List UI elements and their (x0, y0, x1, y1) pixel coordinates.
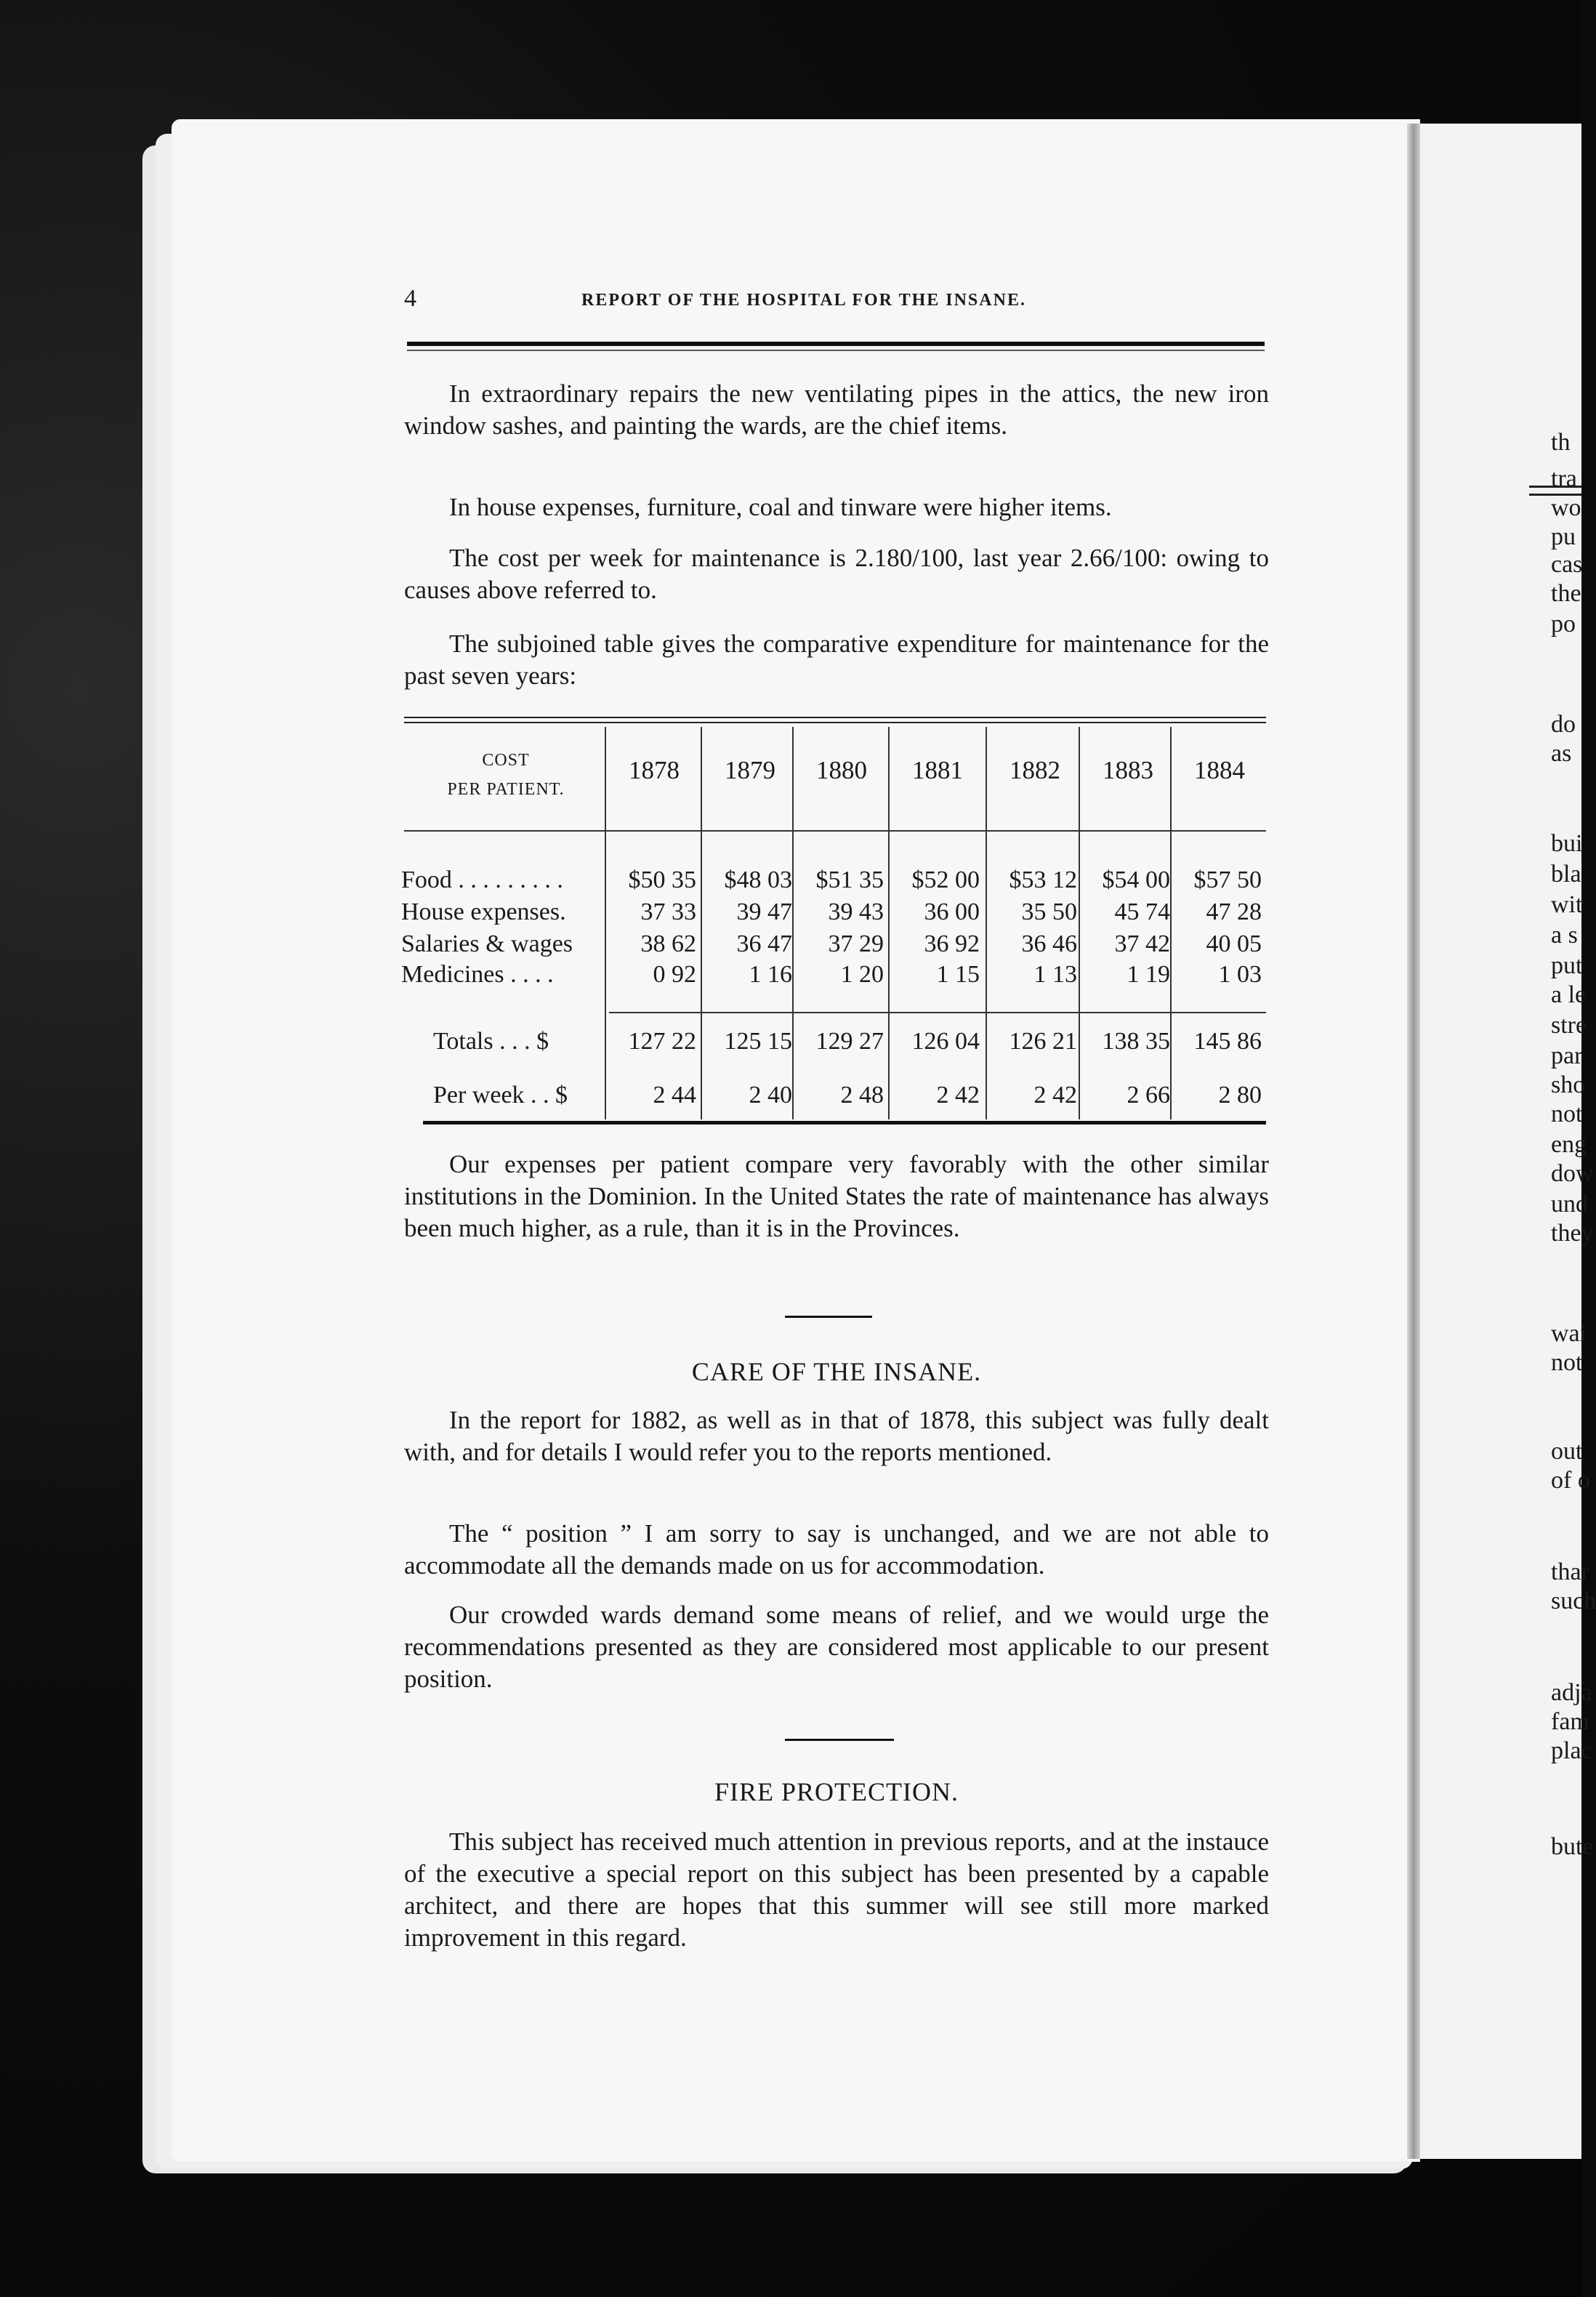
table-totals-value: 127 22 (628, 1028, 696, 1055)
heading-fire-protection: FIRE PROTECTION. (714, 1777, 959, 1806)
paragraph-house-expenses: In house expenses, furniture, coal and tinware were higher items. (449, 493, 1112, 521)
right-page-text-fragment: bui (1551, 830, 1583, 857)
right-page-text-fragment: put (1551, 952, 1583, 979)
right-page-text-fragment: par (1551, 1042, 1583, 1069)
paragraph-table-intro: The subjoined table gives the comparative expenditure for maintenance for the past seven years: (404, 629, 1269, 690)
table-row-value: 47 28 (1206, 898, 1262, 925)
paragraph-care-2: The “ position ” I am sorry to say is unchanged, and we are not able to accommodate all the demands made on us for accommodation. (404, 1519, 1269, 1580)
table-row-value: $54 00 (1102, 866, 1170, 893)
right-page-text-fragment: wit (1551, 891, 1583, 918)
table-totals-value: 138 35 (1102, 1028, 1170, 1055)
table-per-week-value: 2 44 (653, 1082, 696, 1109)
right-page-text-fragment: not (1551, 1101, 1583, 1127)
table-totals-value: 125 15 (724, 1028, 792, 1055)
table-per-week-value: 2 40 (749, 1082, 792, 1109)
table-row-value: 1 03 (1218, 961, 1262, 988)
table-row-value: 38 62 (640, 930, 696, 957)
table-year-header: 1881 (912, 756, 963, 784)
right-page-text-fragment: the (1551, 580, 1581, 607)
table-totals-label: Totals . . . $ (433, 1028, 549, 1055)
table-row-value: 40 05 (1206, 930, 1262, 957)
right-page-text-fragment: fam (1551, 1708, 1589, 1735)
right-page-text-fragment: wai (1551, 1320, 1587, 1347)
table-row-value: 45 74 (1114, 898, 1170, 925)
table-per-week-value: 2 48 (840, 1082, 884, 1109)
right-page-text-fragment: po (1551, 611, 1576, 637)
table-per-week-value: 2 42 (1033, 1082, 1077, 1109)
right-page-text-fragment: adja (1551, 1679, 1592, 1706)
table-year-header: 1878 (629, 756, 680, 784)
right-page-text-fragment: dow (1551, 1160, 1594, 1187)
table-per-week-value: 2 42 (936, 1082, 980, 1109)
heading-care-of-the-insane: CARE OF THE INSANE. (691, 1357, 982, 1386)
table-year-header: 1884 (1194, 756, 1245, 784)
section-divider (785, 1316, 872, 1318)
table-row-value: 36 47 (736, 930, 792, 957)
totals-rule (609, 1012, 1266, 1013)
right-page-text-fragment: a le (1551, 981, 1587, 1008)
table-row-value: 1 15 (936, 961, 980, 988)
table-year-header: 1879 (725, 756, 775, 784)
table-row-value: 39 43 (828, 898, 884, 925)
right-page-text-fragment: cas (1551, 551, 1583, 578)
table-row-value: 1 20 (840, 961, 884, 988)
page-number: 4 (404, 285, 416, 312)
table-row-label: House expenses. (401, 898, 566, 925)
header-cost: COST (482, 751, 530, 770)
header-rule (407, 342, 1265, 346)
table-row-value: 39 47 (736, 898, 792, 925)
right-page-text-fragment: und (1551, 1191, 1588, 1218)
header-rule-thin (407, 350, 1265, 351)
right-page-text-fragment: th (1551, 429, 1571, 456)
book-gutter (1407, 124, 1420, 2159)
table-per-week-value: 2 80 (1218, 1082, 1262, 1109)
right-page-text-fragment: bute (1551, 1833, 1594, 1860)
right-page-partial (1420, 124, 1596, 2159)
right-page-text-fragment: such (1551, 1588, 1596, 1614)
right-page-text-fragment: not (1551, 1349, 1583, 1376)
table-row-value: $57 50 (1193, 866, 1262, 893)
table-row-label: Food . . . . . . . . . (401, 866, 563, 893)
paragraph-repairs: In extraordinary repairs the new ventilating pipes in the attics, the new iron window sashes, and painting the wards, are the chief items. (404, 379, 1269, 440)
running-header: REPORT OF THE HOSPITAL FOR THE INSANE. (581, 291, 1026, 310)
table-row-label: Salaries & wages (401, 930, 573, 957)
right-page-text-fragment: as (1551, 740, 1572, 767)
right-page-text-fragment: bla (1551, 861, 1581, 888)
paragraph-care-3: Our crowded wards demand some means of relief, and we would urge the recommendations presented as they are considered most applicable to our present position. (404, 1601, 1269, 1693)
table-row-value: $50 35 (628, 866, 696, 893)
table-row-value: 37 29 (828, 930, 884, 957)
table-row-value: 37 33 (640, 898, 696, 925)
table-row-value: $53 12 (1009, 866, 1077, 893)
table-header-label (404, 746, 608, 804)
table-row-value: 37 42 (1114, 930, 1170, 957)
table-year-header: 1883 (1103, 756, 1153, 784)
table-row-value: $52 00 (911, 866, 980, 893)
section-divider (785, 1739, 894, 1741)
right-page-text-fragment: do (1551, 711, 1576, 738)
table-row-value: 0 92 (653, 961, 696, 988)
table-per-week-label: Per week . . $ (433, 1082, 568, 1109)
table-row-value: 1 16 (749, 961, 792, 988)
paragraph-expenses-comparison: Our expenses per patient compare very favorably with the other similar institutions in the Dominion. In the United States the rate of maintenance has always been much higher, as a rule, than it is in the Provinces. (404, 1150, 1269, 1242)
right-page-text-fragment: thar (1551, 1558, 1589, 1585)
table-year-header: 1880 (816, 756, 867, 784)
table-header-rule (404, 830, 1266, 832)
table-row-label: Medicines . . . . (401, 961, 554, 988)
table-row-value: 1 19 (1127, 961, 1170, 988)
table-totals-value: 126 04 (911, 1028, 980, 1055)
table-row-value: 35 50 (1021, 898, 1077, 925)
right-page-text-fragment: wo (1551, 494, 1581, 521)
table-row-value: 1 13 (1033, 961, 1077, 988)
paragraph-care-1: In the report for 1882, as well as in that of 1878, this subject was fully dealt with, and for details I would refer you to the reports mentioned. (404, 1406, 1269, 1466)
right-page-text-fragment: they (1551, 1220, 1594, 1247)
table-row-value: $48 03 (724, 866, 792, 893)
table-bottom-rule (423, 1121, 1266, 1125)
table-totals-value: 145 86 (1193, 1028, 1262, 1055)
right-page-text-fragment: a s (1551, 922, 1578, 949)
table-top-rule (404, 722, 1266, 723)
right-page-text-fragment: out (1551, 1438, 1583, 1465)
right-page-text-fragment: tra (1551, 465, 1577, 492)
paragraph-fire-1: This subject has received much attention in previous reports, and at the instauce of the executive a special report on this subject has been presented by a capable architect, and there are hopes that this summer will see still more marked improvement in this regard. (404, 1827, 1269, 1952)
paragraph-cost-per-week: The cost per week for maintenance is 2.180/100, last year 2.66/100: owing to causes above referred to. (404, 544, 1269, 604)
right-page-text-fragment: stre (1551, 1012, 1587, 1039)
right-page-text-fragment: of o (1551, 1467, 1590, 1494)
header-per-patient: PER PATIENT. (447, 780, 565, 799)
table-per-week-value: 2 66 (1127, 1082, 1170, 1109)
right-page-text-fragment: eng (1551, 1131, 1587, 1158)
right-page-text-fragment: plac (1551, 1737, 1592, 1764)
table-totals-value: 129 27 (815, 1028, 884, 1055)
table-year-header: 1882 (1009, 756, 1060, 784)
table-row-value: 36 00 (924, 898, 980, 925)
table-row-value: 36 46 (1021, 930, 1077, 957)
table-top-rule (404, 717, 1266, 718)
table-totals-value: 126 21 (1009, 1028, 1077, 1055)
table-row-value: $51 35 (815, 866, 884, 893)
table-row-value: 36 92 (924, 930, 980, 957)
right-page-text-fragment: sho (1551, 1071, 1586, 1098)
right-page-text-fragment: pu (1551, 523, 1576, 550)
